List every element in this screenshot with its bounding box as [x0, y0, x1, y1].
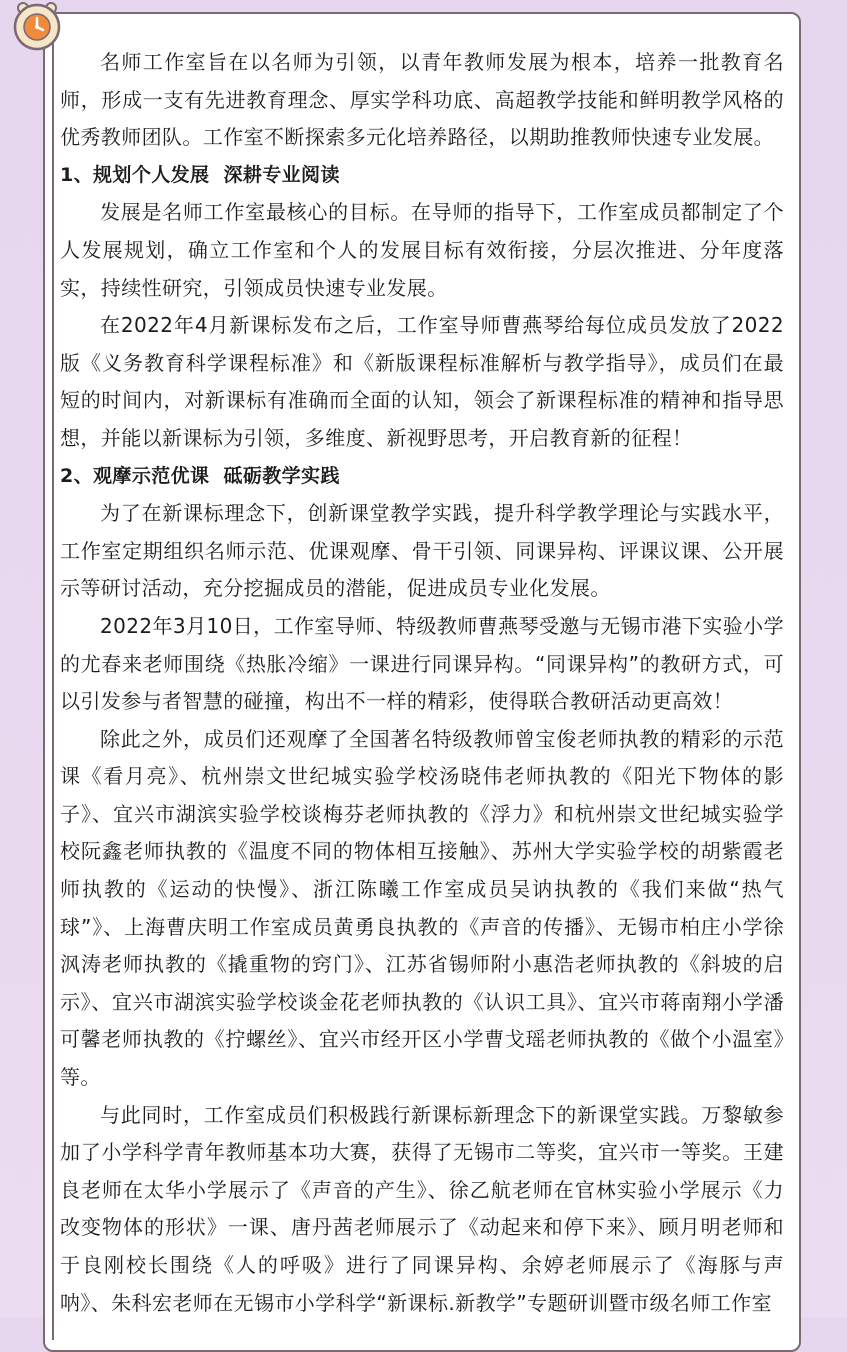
section-2-paragraph-1: 为了在新课标理念下，创新课堂教学实践，提升科学教学理论与实践水平，工作室定期组织名师示范、优课观摩、骨干引领、同课异构、评课议课、公开展示等研讨活动，充分挖掘成员的潜能，促进成员专业化发展。 — [60, 501, 784, 601]
section-1-heading: 1、规划个人发展 深耕专业阅读 — [60, 163, 340, 186]
section-2-paragraph-3: 除此之外，成员们还观摩了全国著名特级教师曾宝俊老师执教的精彩的示范课《看月亮》、杭州崇文世纪城实验学校汤晓伟老师执教的《阳光下物体的影子》、宜兴市湖滨实验学校谈梅芬老师执教的《浮力》和杭州崇文世纪城实验学校阮鑫老师执教的《温度不同的物体相互接触》、苏州大学实验学校的胡紫霞老师执教的《运动的快慢》、浙江陈曦工作室成员吴讷执教的《我们来做“热气球”》、上海曹庆明工作室成员黄勇良执教的《声音的传播》、无锡市柏庄小学徐沨涛老师执教的《撬重物的窍门》、江苏省锡师附小惠浩老师执教的《斜坡的启示》、宜兴市湖滨实验学校谈金花老师执教的《认识工具》、宜兴市蒋南翔小学潘可馨老师执教的《拧螺丝》、宜兴市经开区小学曹戈瑶老师执教的《做个小温室》等。 — [60, 726, 784, 1090]
intro-paragraph: 名师工作室旨在以名师为引领，以青年教师发展为根本，培养一批教育名师，形成一支有先进教育理念、厚实学科功底、高超教学技能和鲜明教学风格的优秀教师团队。工作室不断探索多元化培养路径，以期助推教师快速专业发展。 — [60, 50, 784, 150]
article-body — [60, 44, 784, 1322]
section-2-heading: 2、观摩示范优课 砥砺教学实践 — [60, 464, 340, 487]
section-1-paragraph-2: 在2022年4月新课标发布之后，工作室导师曹燕琴给每位成员发放了2022版《义务教育科学课程标准》和《新版课程标准解析与教学指导》，成员们在最短的时间内，对新课标有准确而全面的认知，领会了新课程标准的精神和指导思想，并能以新课标为引领，多维度、新视野思考，开启教育新的征程！ — [60, 313, 784, 450]
section-2-paragraph-4: 与此同时，工作室成员们积极践行新课标新理念下的新课堂实践。万黎敏参加了小学科学青年教师基本功大赛，获得了无锡市二等奖，宜兴市一等奖。王建良老师在太华小学展示了《声音的产生》、徐乙航老师在官林实验小学展示《力改变物体的形状》一课、唐丹茜老师展示了《动起来和停下来》、顾月明老师和于良刚校长围绕《人的呼吸》进行了同课异构、余婷老师展示了《海豚与声呐》、朱科宏老师在无锡市小学科学“新课标.新教学”专题研训暨市级名师工作室 — [60, 1102, 784, 1315]
clock-icon — [8, 0, 66, 52]
section-2-paragraph-2: 2022年3月10日，工作室导师、特级教师曹燕琴受邀与无锡市港下实验小学的尤春来老师围绕《热胀冷缩》一课进行同课异构。“同课异构”的教研方式，可以引发参与者智慧的碰撞，构出不一样的精彩，使得联合教研活动更高效！ — [60, 613, 784, 714]
margin-line — [52, 20, 54, 1340]
section-1-paragraph-1: 发展是名师工作室最核心的目标。在导师的指导下，工作室成员都制定了个人发展规划，确立工作室和个人的发展目标有效衔接，分层次推进、分年度落实，持续性研究，引领成员快速专业发展。 — [60, 200, 784, 300]
